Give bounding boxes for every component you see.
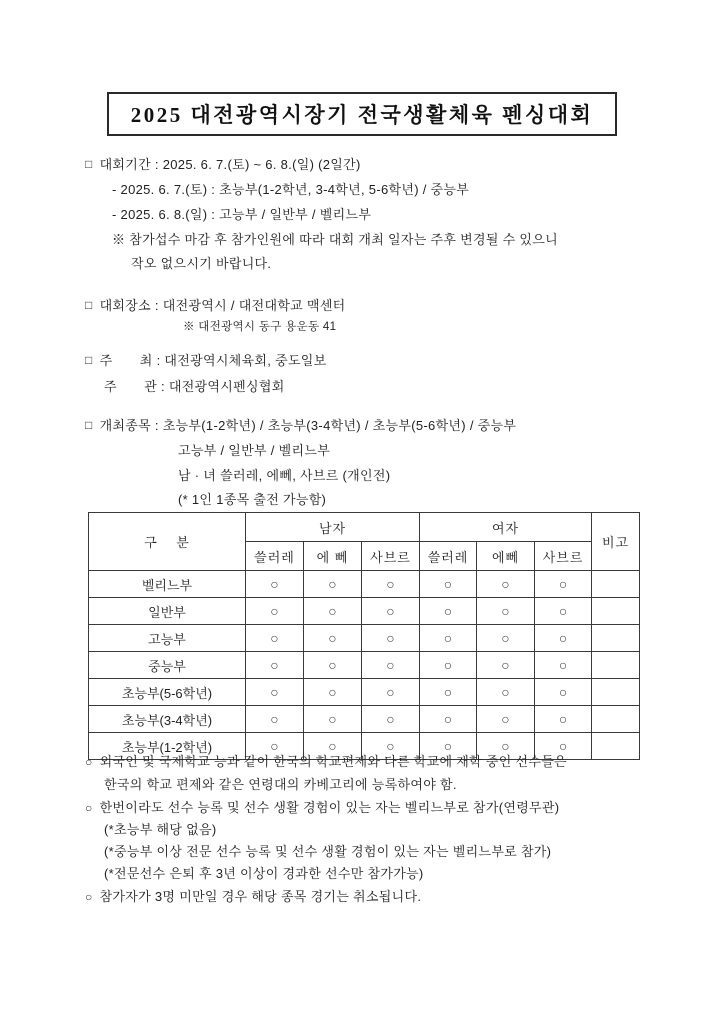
note-veteran-3: (*중능부 이상 전문 선수 능록 및 선수 생활 경험이 있는 자는 벨리느부로 참가) <box>104 844 552 859</box>
circle-bullet-icon: ○ <box>85 801 93 815</box>
note-cell <box>592 652 640 679</box>
table-row <box>89 598 640 625</box>
table-header-women-epee: 에뻬 <box>477 542 535 571</box>
row-label: 초능부(3-4학년) <box>89 706 246 733</box>
events-line4: (* 1인 1종목 출전 가능함) <box>178 492 327 507</box>
venue-address-note: ※ 대전광역시 동구 용운동 41 <box>183 321 337 333</box>
entry-circle: ○ <box>362 598 420 625</box>
row-label: 초능부(1-2학년) <box>89 733 246 760</box>
entry-circle: ○ <box>535 652 592 679</box>
entry-circle: ○ <box>420 571 477 598</box>
events-line3: 남 · 녀 쓸러레, 에뻬, 사브르 (개인전) <box>178 468 391 483</box>
entry-circle: ○ <box>246 706 304 733</box>
entry-circle: ○ <box>535 733 592 760</box>
table-header-men-sabre: 사브르 <box>362 542 420 571</box>
entry-circle: ○ <box>304 679 362 706</box>
organizer-line: 주 관 : 대전광역시펜싱협회 <box>104 379 285 394</box>
period-day1: - 2025. 6. 7.(토) : 초능부(1-2학년, 3-4학년, 5-6학년) / 중능부 <box>112 182 470 197</box>
entry-circle: ○ <box>420 625 477 652</box>
entry-circle: ○ <box>304 598 362 625</box>
checkbox-icon: □ <box>85 298 93 312</box>
table-header-note: 비고 <box>592 513 640 571</box>
period-note-line2: 작오 없으시기 바랍니다. <box>131 256 272 271</box>
table-header-men-foil: 쓸러레 <box>246 542 304 571</box>
events-heading <box>85 417 516 435</box>
table-header-women: 여자 <box>420 513 592 542</box>
note-cell <box>592 733 640 760</box>
entry-circle: ○ <box>246 598 304 625</box>
host-line-text: 주 최 : 대전광역시체육회, 중도일보 <box>99 353 327 368</box>
entry-circle: ○ <box>420 679 477 706</box>
row-label: 일반부 <box>89 598 246 625</box>
row-label: 중능부 <box>89 652 246 679</box>
note-veteran-1 <box>85 799 559 817</box>
note-veteran-1-text: 한번이라도 선수 능록 및 선수 생활 경험이 있는 자는 벨리느부로 참가(연령무관) <box>99 800 560 815</box>
table-row <box>89 706 640 733</box>
row-label: 벨리느부 <box>89 571 246 598</box>
entry-circle: ○ <box>362 625 420 652</box>
entry-circle: ○ <box>535 625 592 652</box>
note-cell <box>592 625 640 652</box>
entry-circle: ○ <box>535 598 592 625</box>
entry-circle: ○ <box>477 571 535 598</box>
table-header-men: 남자 <box>246 513 420 542</box>
entry-circle: ○ <box>362 706 420 733</box>
checkbox-icon: □ <box>85 353 93 367</box>
entry-circle: ○ <box>477 679 535 706</box>
events-heading-text: 개최종목 : 초능부(1-2학년) / 초능부(3-4학년) / 초능부(5-6학년) / 중능부 <box>99 418 517 433</box>
circle-bullet-icon: ○ <box>85 755 93 769</box>
note-cancel <box>85 888 421 906</box>
title-box <box>107 92 617 136</box>
note-cell <box>592 706 640 733</box>
entry-circle: ○ <box>477 652 535 679</box>
note-foreign-1 <box>85 753 567 771</box>
checkbox-icon: □ <box>85 157 93 171</box>
entry-circle: ○ <box>362 571 420 598</box>
checkbox-icon: □ <box>85 418 93 432</box>
entry-circle: ○ <box>304 625 362 652</box>
entry-circle: ○ <box>535 706 592 733</box>
note-foreign-1-text: 외국인 및 국제학교 능과 같이 한국의 학교편제와 다른 학교에 재학 중인 선수들은 <box>99 754 567 769</box>
period-note-line1: ※ 참가섭수 마감 후 참가인원에 따라 대회 개최 일자는 주후 변경될 수 있으니 <box>112 232 558 247</box>
entry-circle: ○ <box>477 598 535 625</box>
table-row <box>89 571 640 598</box>
entry-circle: ○ <box>304 733 362 760</box>
entry-circle: ○ <box>246 625 304 652</box>
document-title: 2025 대전광역시장기 전국생활체육 펜싱대회 <box>130 103 594 127</box>
table-header-women-sabre: 사브르 <box>535 542 592 571</box>
entry-table <box>88 512 640 760</box>
entry-circle: ○ <box>362 652 420 679</box>
note-cell <box>592 598 640 625</box>
entry-circle: ○ <box>535 571 592 598</box>
entry-circle: ○ <box>304 652 362 679</box>
table-header-women-foil: 쓸러레 <box>420 542 477 571</box>
table-row <box>89 679 640 706</box>
row-label: 고능부 <box>89 625 246 652</box>
entry-circle: ○ <box>420 733 477 760</box>
entry-circle: ○ <box>246 571 304 598</box>
table-header-men-epee: 에 뻬 <box>304 542 362 571</box>
note-cell <box>592 571 640 598</box>
table-header-division: 구 분 <box>89 513 246 571</box>
entry-circle: ○ <box>420 598 477 625</box>
table-row <box>89 625 640 652</box>
period-heading <box>85 156 361 174</box>
table-row <box>89 652 640 679</box>
entry-circle: ○ <box>362 733 420 760</box>
entry-circle: ○ <box>246 652 304 679</box>
venue-heading-text: 대회장소 : 대전광역시 / 대전대학교 맥센터 <box>99 298 346 313</box>
entry-circle: ○ <box>304 571 362 598</box>
row-label: 초능부(5-6학년) <box>89 679 246 706</box>
host-line <box>85 352 327 370</box>
period-heading-text: 대회기간 : 2025. 6. 7.(토) ~ 6. 8.(일) (2일간) <box>99 157 361 172</box>
note-veteran-4: (*전문선수 은퇴 후 3년 이상이 경과한 선수만 참가가능) <box>104 866 424 881</box>
entry-circle: ○ <box>535 679 592 706</box>
entry-circle: ○ <box>477 625 535 652</box>
entry-circle: ○ <box>420 652 477 679</box>
period-day2: - 2025. 6. 8.(일) : 고능부 / 일반부 / 벨리느부 <box>112 207 372 222</box>
events-line2: 고능부 / 일반부 / 벨리느부 <box>178 443 331 458</box>
venue-heading <box>85 297 346 315</box>
note-foreign-2: 한국의 학교 편제와 같은 연령대의 카베고리에 능록하여야 함. <box>104 777 457 792</box>
entry-circle: ○ <box>477 706 535 733</box>
note-cancel-text: 참가자가 3명 미만일 경우 해당 종목 경기는 취소됩니다. <box>99 889 422 904</box>
note-cell <box>592 679 640 706</box>
entry-circle: ○ <box>477 733 535 760</box>
entry-circle: ○ <box>420 706 477 733</box>
note-veteran-2: (*초능부 해당 없음) <box>104 822 217 837</box>
entry-circle: ○ <box>246 733 304 760</box>
entry-circle: ○ <box>362 679 420 706</box>
entry-circle: ○ <box>304 706 362 733</box>
entry-circle: ○ <box>246 679 304 706</box>
circle-bullet-icon: ○ <box>85 890 93 904</box>
